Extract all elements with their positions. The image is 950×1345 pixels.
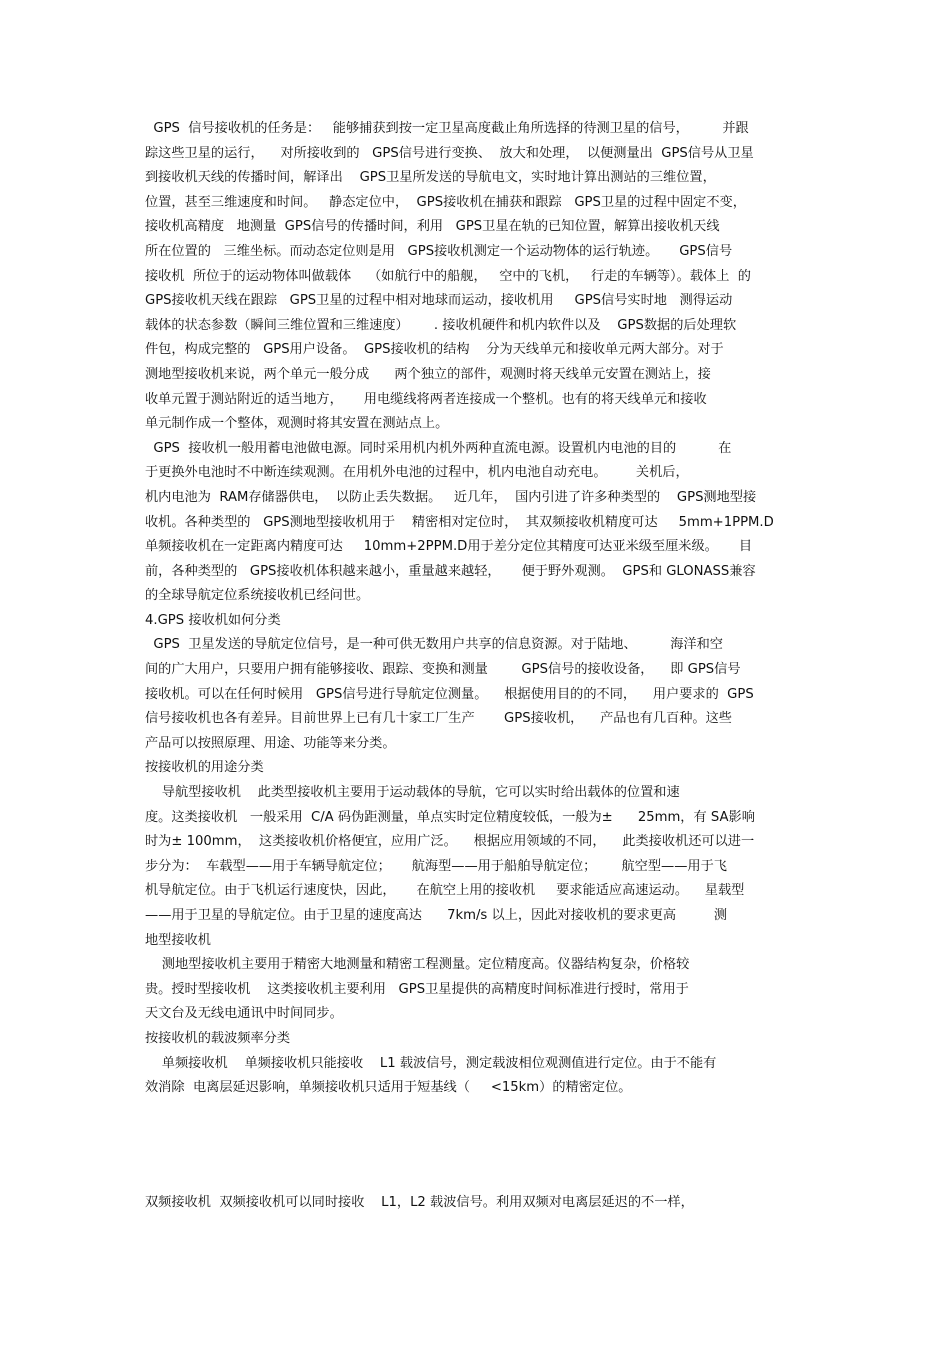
document-body — [145, 117, 810, 1101]
text-line: 踪这些卫星的运行， 对所接收到的 GPS信号进行变换、 放大和处理， 以便测量出 GPS信号从卫星 — [145, 145, 754, 161]
text-line: GPS接收机天线在跟踪 GPS卫星的过程中相对地球而运动，接收机用 GPS信号实时地 测得运动 — [145, 293, 733, 309]
text-line: 机导航定位。由于飞机运行速度快，因此， 在航空上用的接收机 要求能适应高速运动。 星载型 — [145, 883, 745, 899]
text-line: 机内电池为 RAM存储器供电， 以防止丢失数据。 近几年， 国内引进了许多种类型的 GPS测地型接 — [145, 489, 757, 505]
text-line: 导航型接收机 此类型接收机主要用于运动载体的导航，它可以实时给出载体的位置和速 — [145, 785, 680, 801]
text-line: 收单元置于测站附近的适当地方， 用电缆线将两者连接成一个整机。也有的将天线单元和接收 — [145, 391, 707, 407]
text-line: 接收机 所位于的运动物体叫做载体 （如航行中的船舰， 空中的飞机， 行走的车辆等）。载体上 的 — [145, 268, 751, 284]
text-line: ——用于卫星的导航定位。由于卫星的速度高达 7km/s 以上，因此对接收机的要求更高 测 — [145, 908, 728, 923]
subsection-heading: 按接收机的载波频率分类 — [145, 1030, 291, 1046]
text-line: 前，各种类型的 GPS接收机体积越来越小，重量越来越轻， 便于野外观测。 GPS和 GLONASS兼容 — [145, 563, 756, 579]
text-line: 接收机高精度 地测量 GPS信号的传播时间，利用 GPS卫星在轨的已知位置，解算出接收机天线 — [145, 219, 720, 235]
text-line: GPS 卫星发送的导航定位信号，是一种可供无数用户共享的信息资源。对于陆地、 海洋和空 — [145, 637, 723, 653]
text-line: 产品可以按照原理、用途、功能等来分类。 — [145, 735, 396, 751]
text-line: GPS 接收机一般用蓄电池做电源。同时采用机内机外两种直流电源。设置机内电池的目的 在 — [145, 440, 732, 456]
text-line: 所在位置的 三维坐标。而动态定位则是用 GPS接收机测定一个运动物体的运行轨迹。 GPS信号 — [145, 243, 733, 259]
text-line: 的全球导航定位系统接收机已经问世。 — [145, 588, 370, 604]
text-line: 步分为： 车载型——用于车辆导航定位； 航海型——用于船舶导航定位； 航空型——用于飞 — [145, 858, 727, 874]
section-heading: 4.GPS 接收机如何分类 — [145, 612, 281, 628]
text-line: 测地型接收机主要用于精密大地测量和精密工程测量。定位精度高。仪器结构复杂，价格较 — [145, 957, 690, 973]
text-line: 接收机。可以在任何时候用 GPS信号进行导航定位测量。 根据使用目的的不同， 用户要求的 GPS — [145, 686, 754, 702]
text-line: GPS 信号接收机的任务是： 能够捕获到按一定卫星高度截止角所选择的待测卫星的信号， 并跟 — [145, 121, 749, 136]
text-line: 于更换外电池时不中断连续观测。在用机外电池的过程中，机内电池自动充电。 关机后， — [145, 465, 689, 481]
text-line: 到接收机天线的传播时间，解译出 GPS卫星所发送的导航电文，实时地计算出测站的三维位置， — [145, 170, 716, 186]
text-line: 位置，甚至三维速度和时间。 静态定位中， GPS接收机在捕获和跟踪 GPS卫星的过程中固定不变， — [145, 194, 746, 210]
text-line: 单频接收机在一定距离内精度可达 10mm+2PPM.D用于差分定位其精度可达亚米级至厘米级。 目 — [145, 539, 753, 555]
text-line: 天文台及无线电通讯中时间同步。 — [145, 1006, 343, 1022]
text-line: 载体的状态参数（瞬间三维位置和三维速度） . 接收机硬件和机内软件以及 GPS数据的后处理软 — [145, 317, 737, 333]
text-line: 测地型接收机来说，两个单元一般分成 两个独立的部件，观测时将天线单元安置在测站上，接 — [145, 366, 711, 382]
text-line: 效消除 电离层延迟影响，单频接收机只适用于短基线（ <15km）的精密定位。 — [145, 1080, 632, 1096]
text-line: 时为± 100mm， 这类接收机价格便宜，应用广泛。 根据应用领域的不同， 此类接收机还可以进一 — [145, 834, 755, 850]
text-line: 间的广大用户，只要用户拥有能够接收、跟踪、变换和测量 GPS信号的接收设备， 即 GPS信号 — [145, 662, 741, 678]
text-line: 收机。各种类型的 GPS测地型接收机用于 精密相对定位时， 其双频接收机精度可达 5mm+1PPM.D — [145, 514, 774, 530]
text-line: 贵。授时型接收机 这类接收机主要利用 GPS卫星提供的高精度时间标准进行授时，常用于 — [145, 981, 689, 997]
text-line: 单元制作成一个整体，观测时将其安置在测站点上。 — [145, 416, 449, 432]
text-line: 单频接收机 单频接收机只能接收 L1 载波信号，测定载波相位观测值进行定位。由于不能有 — [145, 1055, 717, 1071]
subsection-heading: 按接收机的用途分类 — [145, 760, 264, 776]
text-line: 地型接收机 — [145, 932, 211, 948]
text-line: 信号接收机也各有差异。目前世界上已有几十家工厂生产 GPS接收机， 产品也有几百种。这些 — [145, 711, 732, 727]
text-line: 度。这类接收机 一般采用 C/A 码伪距测量，单点实时定位精度较低，一般为± 25mm，有 SA影响 — [145, 809, 755, 825]
text-line: 双频接收机 双频接收机可以同时接收 L1，L2 载波信号。利用双频对电离层延迟的不一样， — [145, 1195, 694, 1210]
text-line: 件包，构成完整的 GPS用户设备。 GPS接收机的结构 分为天线单元和接收单元两大部分。对于 — [145, 342, 724, 358]
